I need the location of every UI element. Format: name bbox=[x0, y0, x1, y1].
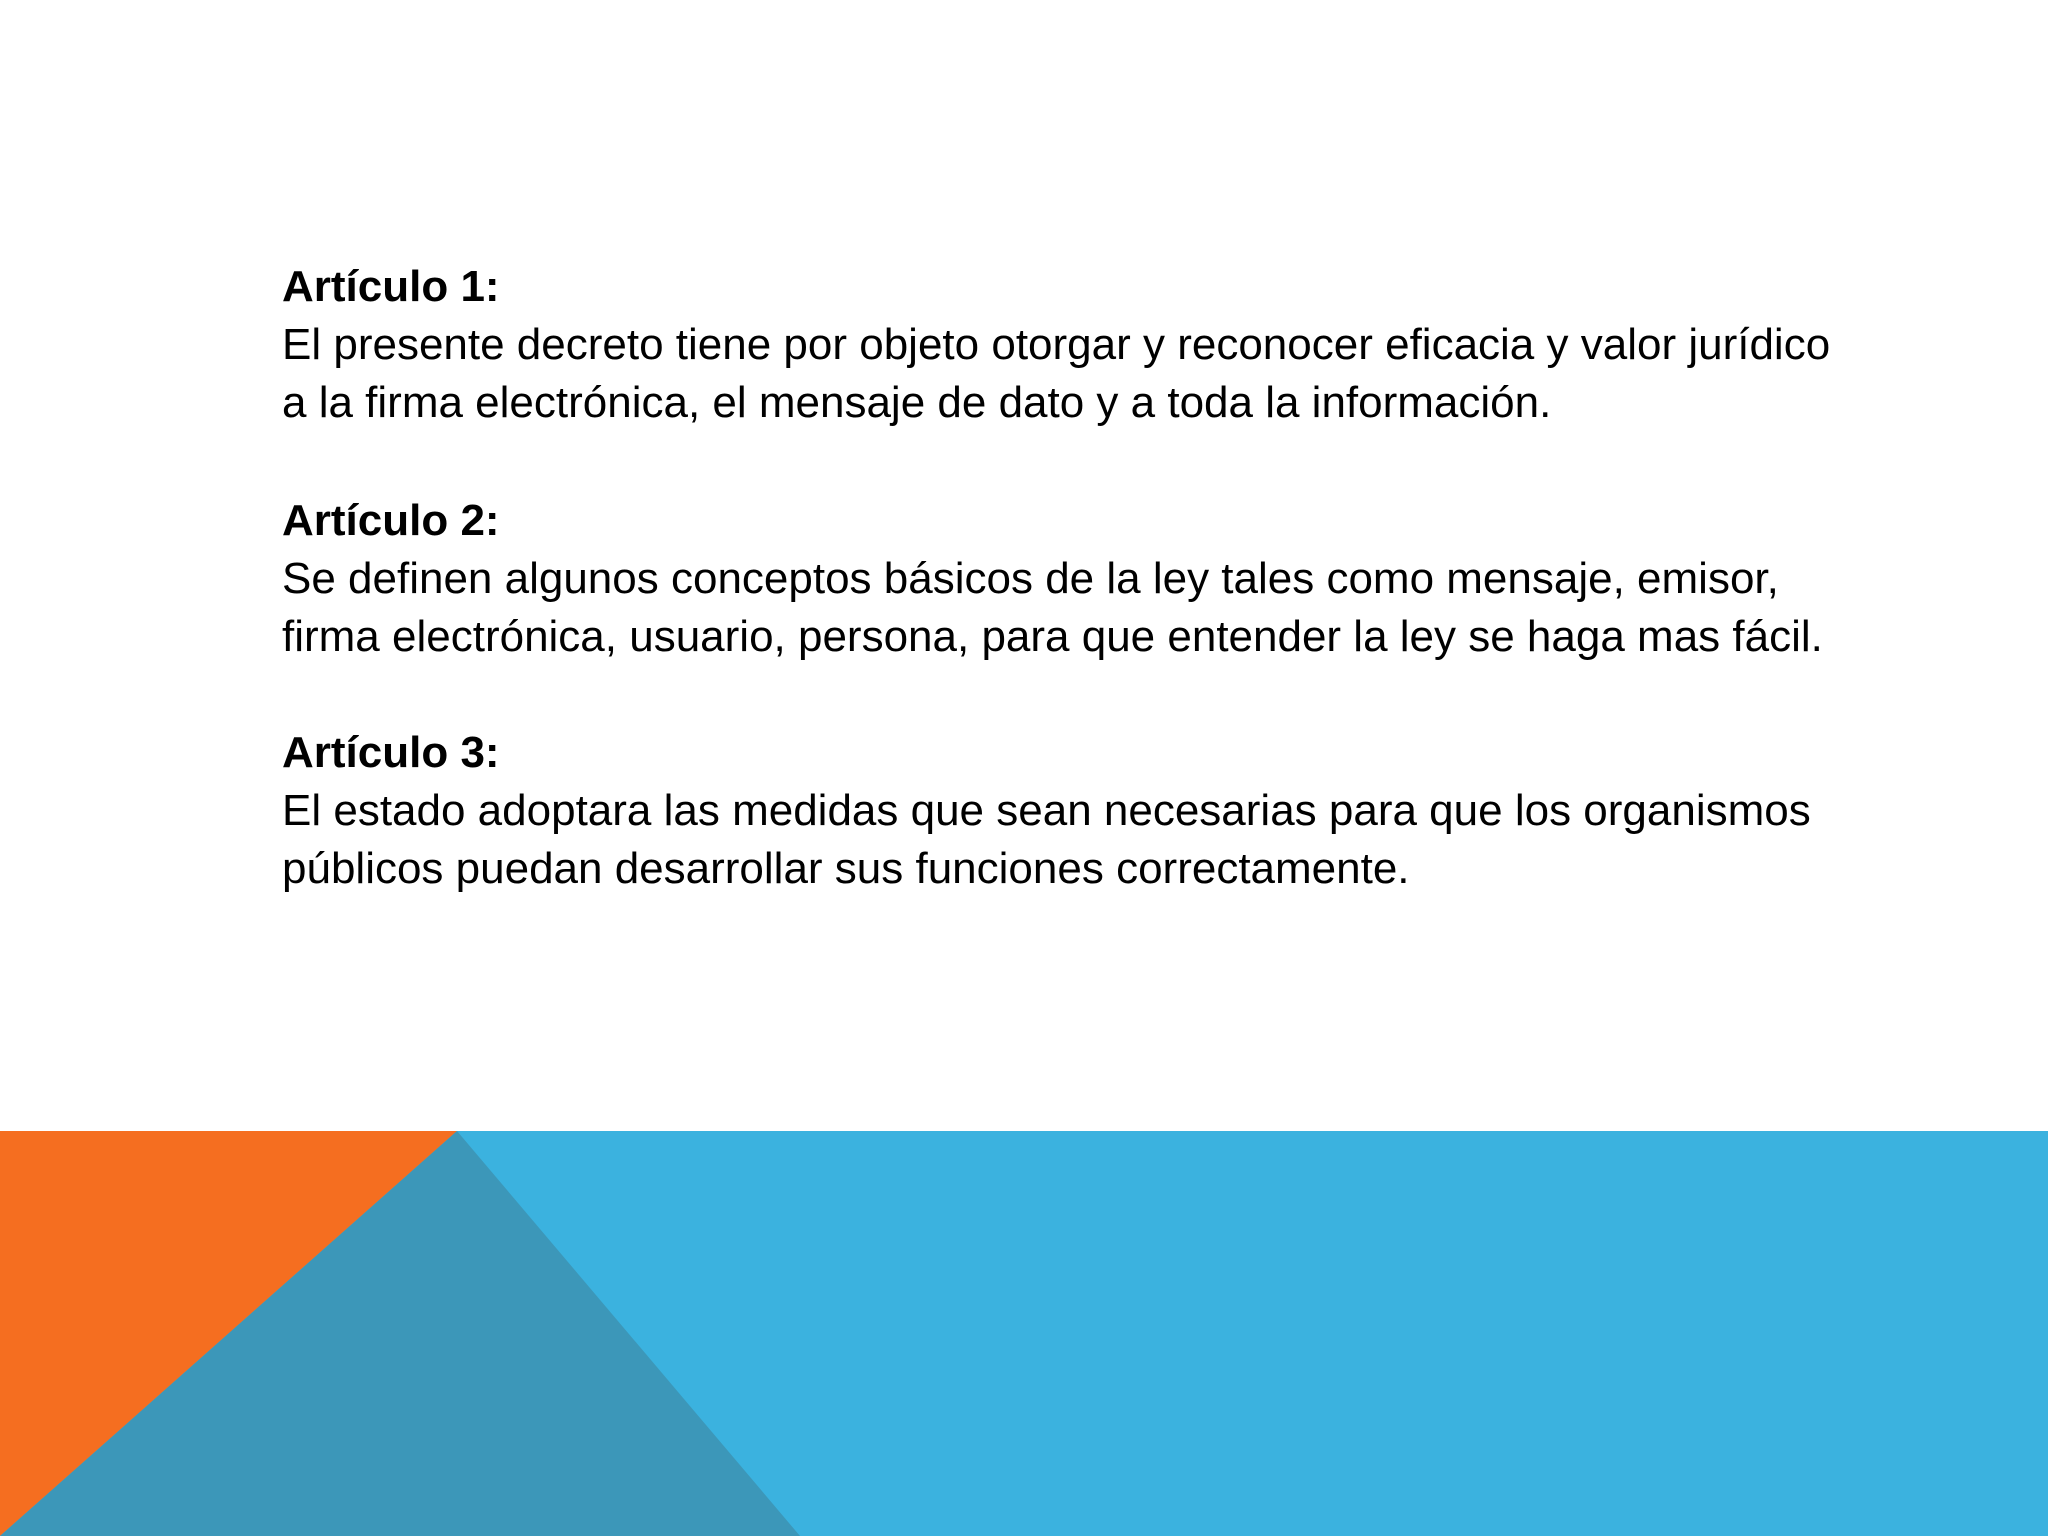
article-3-heading: Artículo 3: bbox=[282, 728, 500, 777]
article-2-heading: Artículo 2: bbox=[282, 496, 500, 545]
article-1-heading: Artículo 1: bbox=[282, 262, 500, 311]
article-2 bbox=[282, 492, 1842, 666]
article-2-body: Se definen algunos conceptos básicos de la ley tales como mensaje, emisor, firma electrónica, usuario, persona, para que entender la ley se haga mas fácil. bbox=[282, 554, 1823, 661]
footer-decoration bbox=[0, 1131, 2048, 1536]
article-1 bbox=[282, 258, 1842, 432]
footer-shapes bbox=[0, 1131, 2048, 1536]
slide-content bbox=[282, 258, 1842, 898]
article-3-body: El estado adoptara las medidas que sean necesarias para que los organismos públicos puedan desarrollar sus funciones correctamente. bbox=[282, 786, 1811, 893]
article-1-body: El presente decreto tiene por objeto otorgar y reconocer eficacia y valor jurídico a la firma electrónica, el mensaje de dato y a toda la información. bbox=[282, 320, 1831, 427]
article-3 bbox=[282, 724, 1842, 898]
